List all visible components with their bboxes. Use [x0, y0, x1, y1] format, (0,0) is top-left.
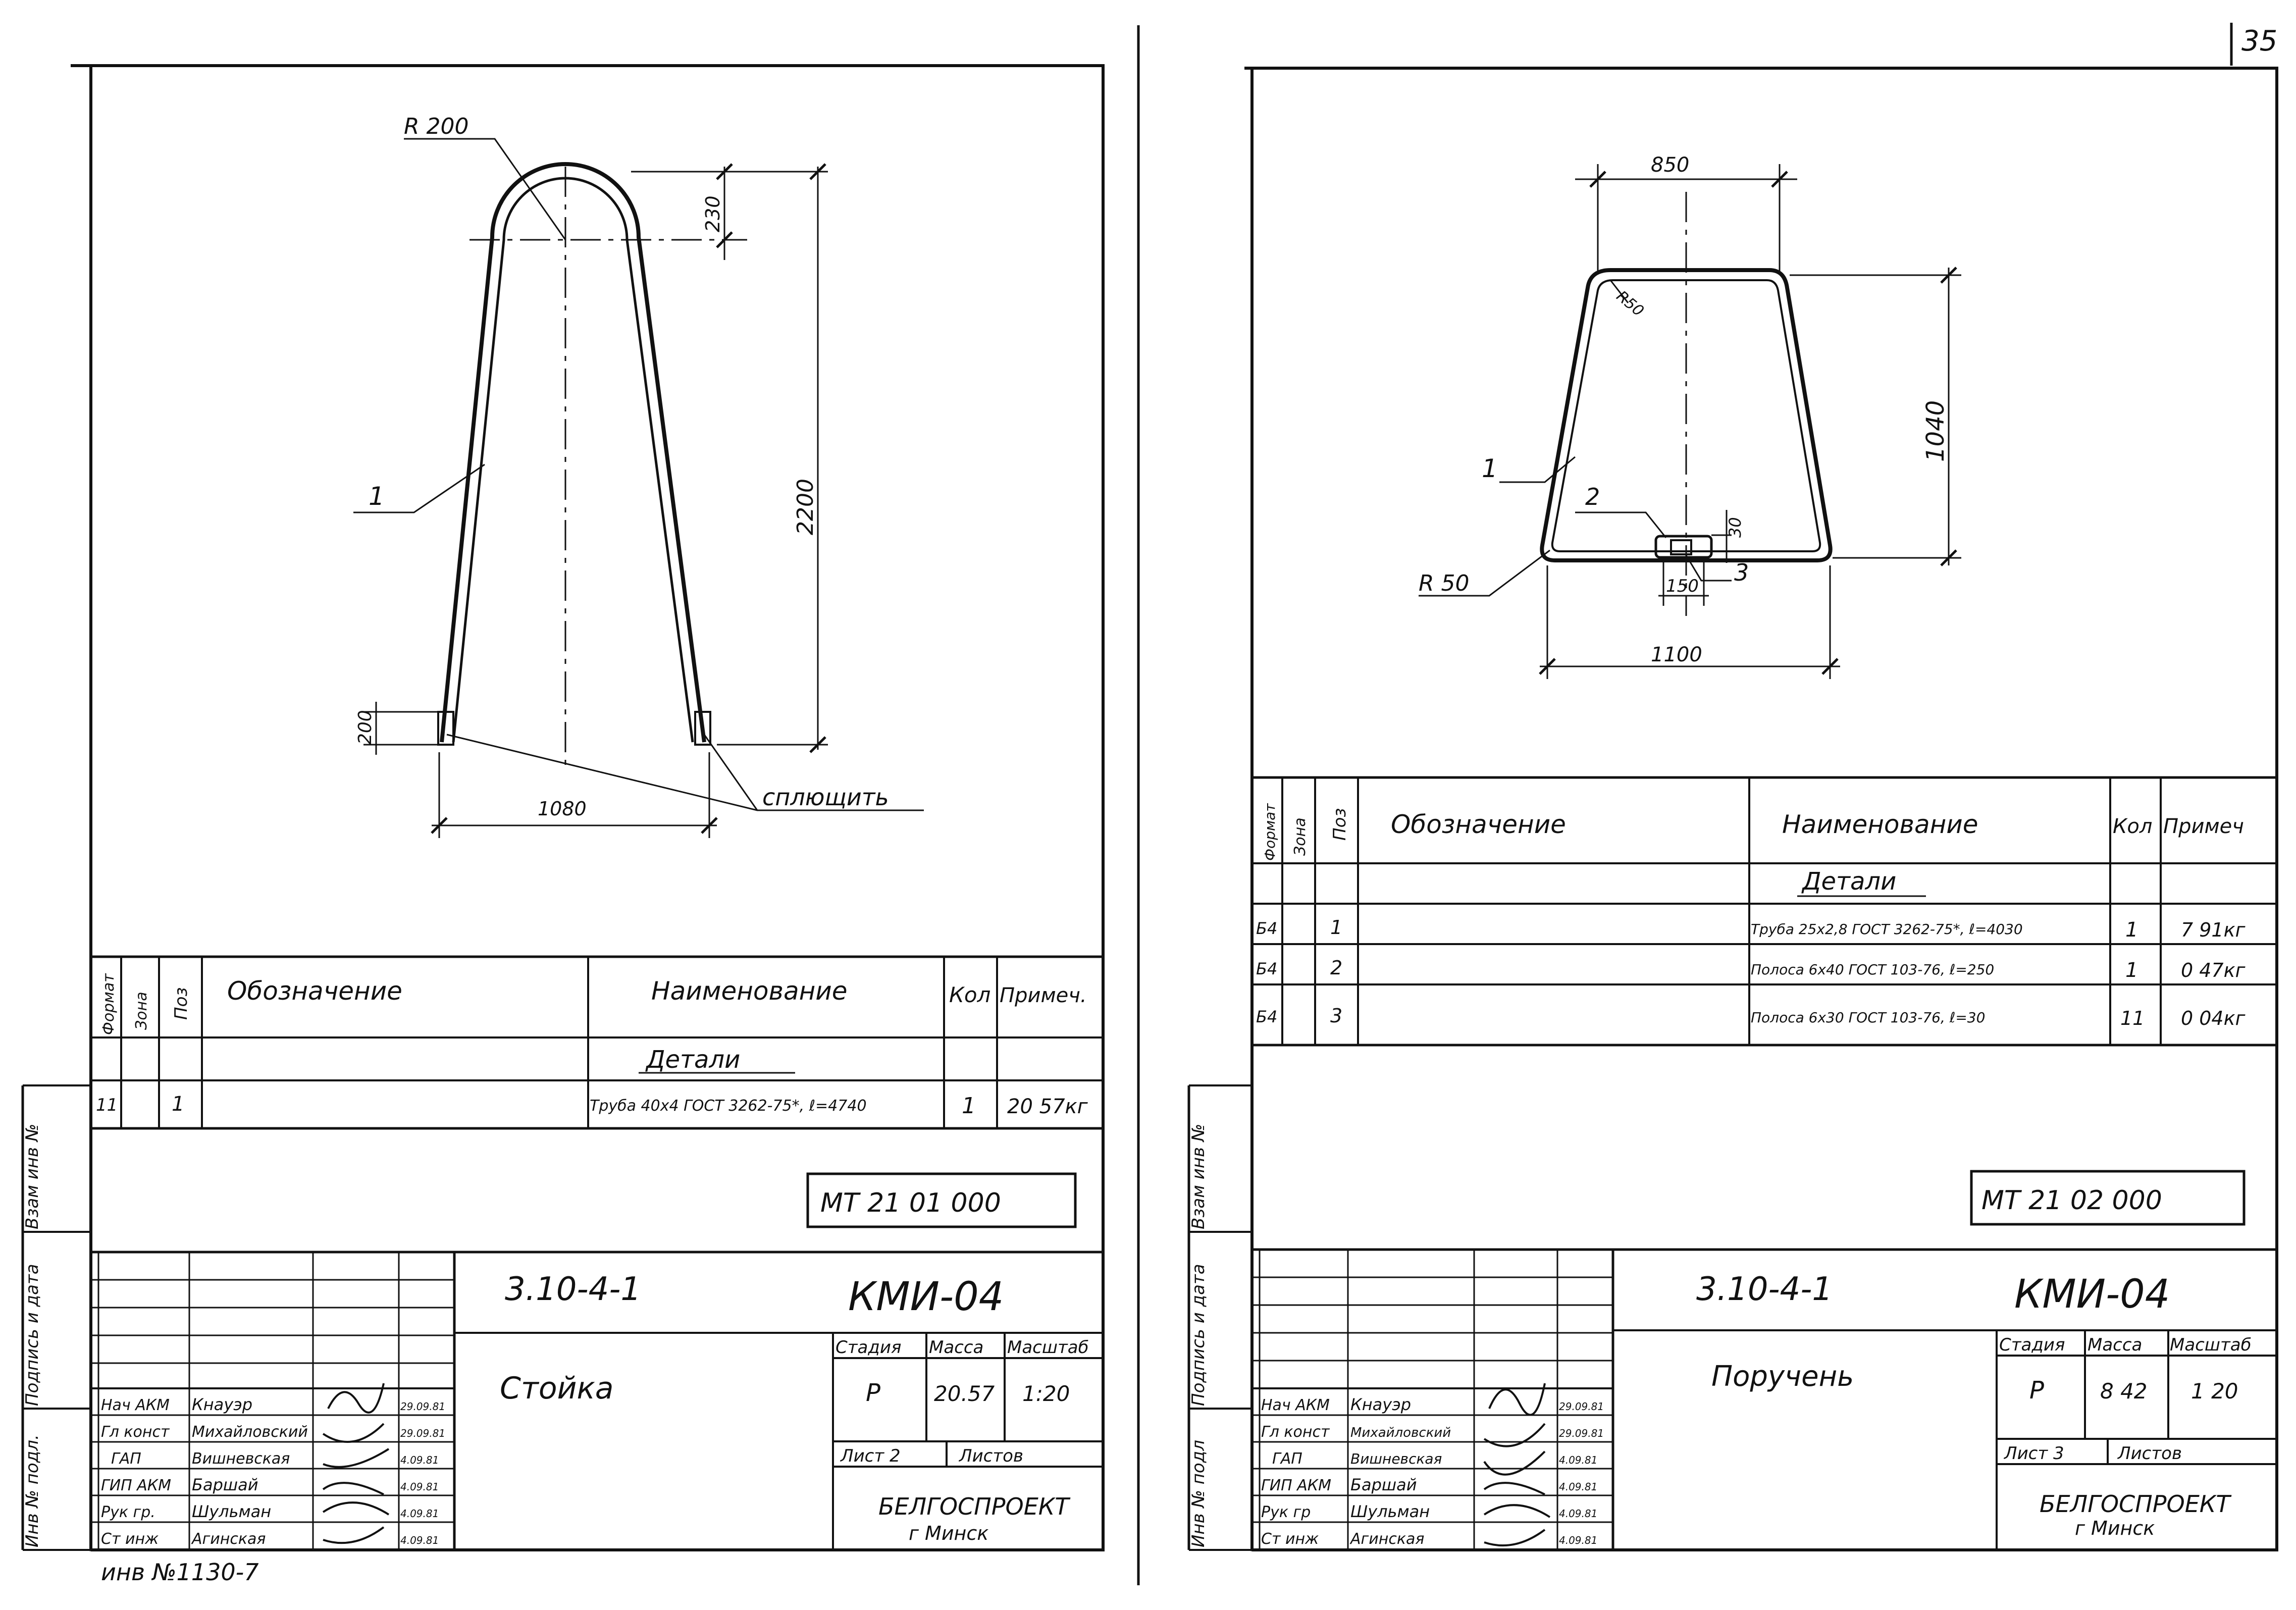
right-row2-pos: 2: [1330, 957, 1343, 979]
right-row2-qty: 1: [2125, 959, 2138, 982]
left-doc-code: МТ 21 01 000: [820, 1188, 1001, 1218]
label-dim-850: 850: [1651, 153, 1690, 177]
left-row1-pos: 1: [172, 1093, 185, 1116]
right-sig-name-5: Шульман: [1350, 1502, 1430, 1521]
right-sig-name-2: Михайловский: [1350, 1425, 1451, 1440]
left-sig-role-4: ГИП АКМ: [101, 1477, 171, 1494]
label-dim-230: 230: [702, 195, 724, 232]
left-sig-date-5: 4.09.81: [400, 1508, 439, 1520]
left-stage-hdr: Стадия: [836, 1337, 902, 1358]
left-side-label-1: Инв № подл.: [22, 1434, 42, 1547]
left-sig-role-5: Рук гр.: [101, 1503, 155, 1521]
left-side-label-2: Подпись и дата: [22, 1264, 42, 1406]
leader-r200: [404, 139, 565, 240]
right-scale: 1 20: [2191, 1379, 2238, 1404]
label-flatten: сплющить: [762, 784, 889, 811]
left-sig-name-1: Кнауэр: [192, 1395, 253, 1414]
label-dim-150: 150: [1666, 576, 1699, 596]
left-mass-hdr: Масса: [929, 1337, 984, 1358]
right-side-label-3: Взам инв №: [1188, 1123, 1209, 1229]
right-sig-role-5: Рук гр: [1261, 1503, 1311, 1521]
right-sig-role-3: ГАП: [1272, 1450, 1302, 1468]
right-sig-role-4: ГИП АКМ: [1261, 1477, 1331, 1494]
right-side-label-2: Подпись и дата: [1188, 1264, 1209, 1406]
right-section-title: Детали: [1802, 867, 1897, 896]
left-sig-name-3: Вишневская: [192, 1450, 290, 1468]
left-sig-name-6: Агинская: [192, 1530, 266, 1548]
left-sig-role-6: Ст инж: [101, 1530, 159, 1548]
right-sheet-no: Лист 3: [2004, 1443, 2064, 1464]
right-sheets: Листов: [2118, 1443, 2182, 1464]
right-hdr-name: Наименование: [1782, 810, 1978, 839]
right-hdr-pos: Поз: [1330, 808, 1350, 841]
left-row1-note: 20 57кг: [1007, 1095, 1088, 1118]
right-sig-name-3: Вишневская: [1350, 1450, 1442, 1467]
left-hdr-zone: Зона: [133, 992, 150, 1030]
left-sig-name-5: Шульман: [192, 1502, 272, 1521]
right-sig-date-4: 4.09.81: [1559, 1481, 1598, 1493]
left-part-name: Стойка: [500, 1371, 614, 1406]
left-row1-qty: 1: [962, 1093, 976, 1119]
label-dim-2200: 2200: [793, 479, 818, 535]
right-row1-name: Труба 25х2,8 ГОСТ 3262-75*, ℓ=4030: [1751, 921, 2023, 938]
left-row1-name: Труба 40х4 ГОСТ 3262-75*, ℓ=4740: [590, 1097, 867, 1115]
left-sheets: Листов: [959, 1446, 1024, 1466]
left-sheet-text: [22, 114, 1089, 1586]
left-sig-role-2: Гл конст: [101, 1423, 170, 1441]
left-mark: КМИ-04: [848, 1274, 1004, 1320]
right-row3-pos: 3: [1330, 1005, 1343, 1027]
right-row3-qty: 11: [2120, 1007, 2145, 1029]
right-sig-date-6: 4.09.81: [1559, 1534, 1598, 1546]
right-sig-role-1: Нач АКМ: [1261, 1396, 1330, 1414]
left-sig-name-2: Михайловский: [192, 1423, 308, 1441]
right-hdr-zone: Зона: [1291, 817, 1309, 856]
right-hdr-designation: Обозначение: [1391, 810, 1566, 839]
right-sheet: [1189, 68, 2277, 1550]
left-inv-note: инв №1130-7: [101, 1559, 259, 1586]
right-row2-format: Б4: [1256, 959, 1278, 978]
right-hdr-format: Формат: [1262, 803, 1278, 861]
right-sig-date-1: 29.09.81: [1559, 1400, 1604, 1413]
left-city: г Минск: [909, 1522, 989, 1544]
left-series: 3.10-4-1: [505, 1271, 642, 1308]
label-pos1-right: 1: [1482, 454, 1498, 483]
left-sig-role-3: ГАП: [111, 1450, 141, 1468]
right-signature-marks: [1484, 1383, 1550, 1545]
left-section-title: Детали: [646, 1046, 741, 1074]
left-sig-date-4: 4.09.81: [400, 1481, 439, 1493]
label-r200: R 200: [404, 114, 469, 139]
left-signature-marks: [323, 1383, 389, 1543]
right-hdr-note: Примеч: [2163, 815, 2244, 838]
label-dim-1080: 1080: [538, 798, 587, 820]
right-row2-note: 0 47кг: [2181, 959, 2246, 981]
left-mass: 20.57: [934, 1381, 995, 1406]
right-row3-format: Б4: [1256, 1007, 1278, 1026]
left-hdr-qty: Кол: [949, 982, 991, 1007]
left-hdr-name: Наименование: [651, 976, 848, 1006]
left-hdr-note: Примеч.: [1000, 984, 1087, 1007]
left-side-label-3: Взам инв №: [22, 1123, 42, 1229]
left-hdr-designation: Обозначение: [227, 976, 402, 1006]
right-org: БЕЛГОСПРОЕКТ: [2040, 1490, 2230, 1518]
left-stage: Р: [866, 1379, 880, 1407]
right-row3-note: 0 04кг: [2181, 1007, 2246, 1029]
right-side-label-1: Инв № подл: [1188, 1440, 1209, 1547]
right-series: 3.10-4-1: [1696, 1271, 1833, 1308]
right-sig-name-4: Баршай: [1350, 1475, 1417, 1494]
right-stage: Р: [2029, 1376, 2044, 1405]
left-scale: 1:20: [1022, 1381, 1070, 1406]
right-frame: [1244, 68, 2277, 1550]
leader-pos2: [1575, 512, 1666, 538]
right-mass: 8 42: [2100, 1379, 2148, 1404]
left-row1-format: 11: [96, 1095, 118, 1115]
label-dim-1040: 1040: [1921, 400, 1950, 462]
label-pos-1: 1: [369, 482, 385, 511]
right-sig-date-5: 4.09.81: [1559, 1508, 1598, 1520]
right-part-name: Поручень: [1711, 1360, 1854, 1393]
right-sig-date-2: 29.09.81: [1559, 1427, 1604, 1439]
right-doc-code: МТ 21 02 000: [1981, 1185, 2162, 1216]
label-r50-corner: R50: [1612, 287, 1647, 321]
right-mark: КМИ-04: [2014, 1272, 2170, 1317]
right-row2-name: Полоса 6х40 ГОСТ 103-76, ℓ=250: [1751, 961, 1995, 978]
left-sig-date-6: 4.09.81: [400, 1534, 439, 1546]
label-dim-200: 200: [355, 710, 376, 745]
right-scale-hdr: Масштаб: [2170, 1335, 2252, 1355]
label-r-50: R 50: [1419, 570, 1470, 596]
left-sig-date-3: 4.09.81: [400, 1454, 439, 1466]
right-row3-name: Полоса 6х30 ГОСТ 103-76, ℓ=30: [1751, 1009, 1986, 1026]
right-sig-role-2: Гл конст: [1261, 1423, 1330, 1441]
left-sig-date-2: 29.09.81: [400, 1427, 446, 1439]
right-sig-date-3: 4.09.81: [1559, 1454, 1598, 1466]
right-row1-pos: 1: [1330, 916, 1343, 939]
right-city: г Минск: [2075, 1517, 2155, 1539]
right-mass-hdr: Масса: [2088, 1335, 2143, 1355]
label-dim-1100: 1100: [1651, 643, 1702, 666]
left-sig-name-4: Баршай: [192, 1475, 258, 1494]
label-dim-30: 30: [1726, 517, 1745, 538]
left-hdr-pos: Поз: [171, 987, 191, 1020]
right-sig-name-1: Кнауэр: [1350, 1395, 1412, 1414]
right-hdr-qty: Кол: [2113, 815, 2153, 838]
stand-outer-line: [442, 164, 704, 742]
left-frame: [71, 66, 1103, 1550]
label-pos3: 3: [1734, 559, 1749, 586]
right-sig-name-6: Агинская: [1350, 1530, 1425, 1548]
left-sig-date-1: 29.09.81: [400, 1400, 446, 1413]
left-hdr-format: Формат: [100, 973, 118, 1035]
left-sheet-no: Лист 2: [841, 1446, 901, 1466]
left-scale-hdr: Масштаб: [1007, 1337, 1089, 1358]
right-row1-format: Б4: [1256, 919, 1278, 938]
page-number: 35: [2241, 25, 2278, 58]
right-row1-note: 7 91кг: [2181, 919, 2246, 941]
left-org: БЕЛГОСПРОЕКТ: [878, 1493, 1069, 1520]
label-pos2: 2: [1585, 483, 1600, 510]
right-row1-qty: 1: [2125, 918, 2138, 942]
right-sig-role-6: Ст инж: [1261, 1530, 1319, 1548]
left-sig-role-1: Нач АКМ: [101, 1396, 170, 1414]
right-stage-hdr: Стадия: [1999, 1335, 2065, 1355]
